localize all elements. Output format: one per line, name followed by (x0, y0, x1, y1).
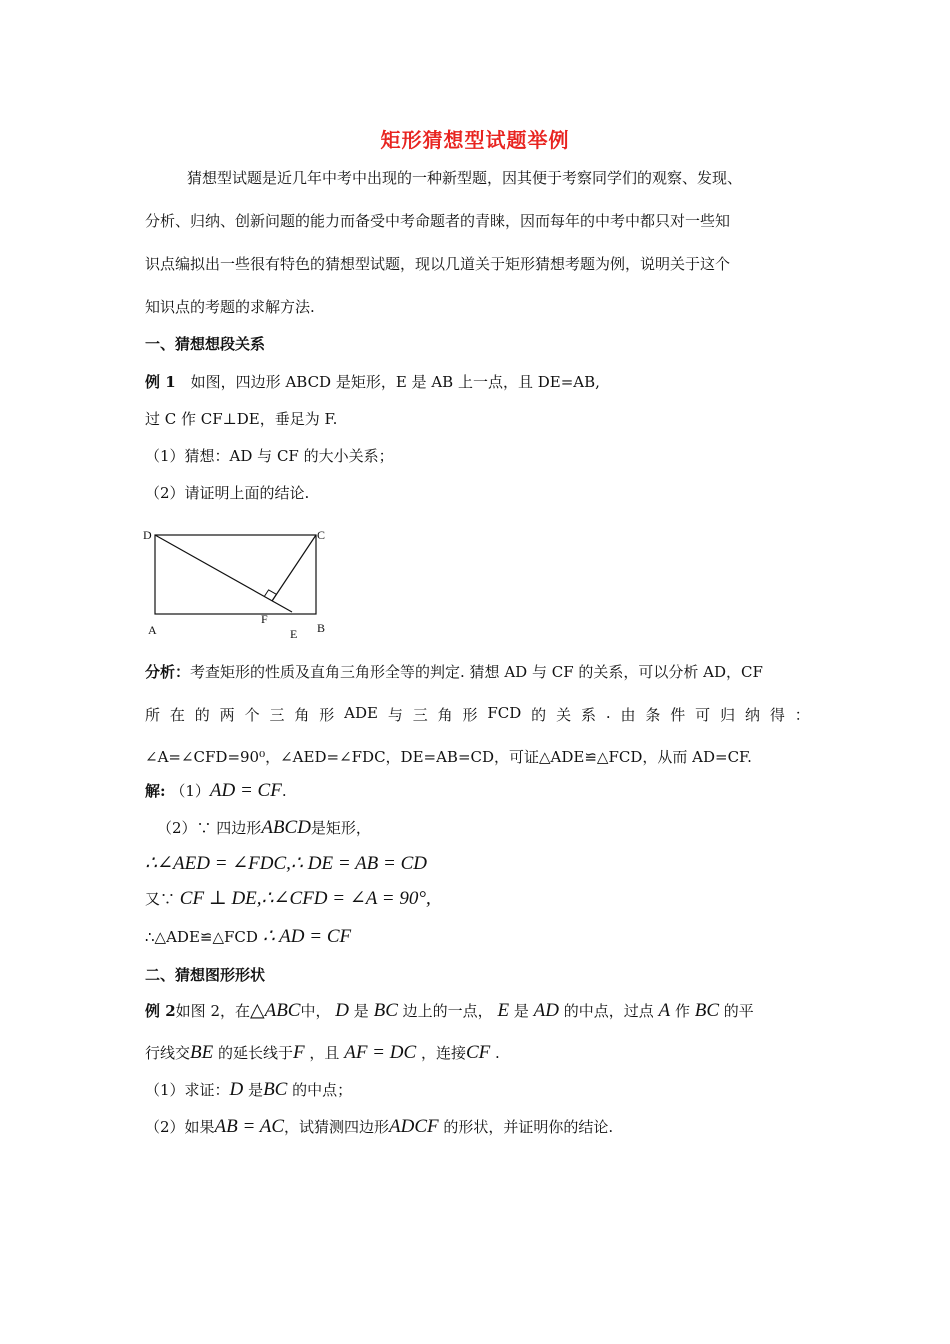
example-2-text-7: 作 (674, 1002, 690, 1020)
example-2-math-2: D (335, 1000, 350, 1021)
analysis-line-2-word: 在 (169, 706, 185, 724)
section-2-heading: 二、猜想图形形状 (145, 966, 266, 984)
intro-line-3: 识点编拟出一些很有特色的猜想型试题，现以几道关于矩形猜想考题为例，说明关于这个 (145, 255, 731, 273)
example-2-question-2 (145, 1116, 810, 1138)
analysis-text-1: 考查矩形的性质及直角三角形全等的判定. 猜想 AD 与 CF 的关系，可以分析 AD，CF (190, 663, 763, 681)
example-2-math-1: △ABC (249, 1000, 301, 1021)
example-2-l2-math-4: CF (465, 1042, 491, 1063)
example-2-math-4: E (497, 1000, 510, 1021)
analysis-label: 分析： (145, 663, 191, 681)
analysis-line-2-word: ADE (344, 704, 378, 722)
solution-5-formula: ∴ AD = CF (262, 926, 352, 947)
example-2-l2-text-2: 的延长线于 (218, 1044, 294, 1062)
example-2-q1-math-2: BC (263, 1079, 288, 1100)
intro-line-2: 分析、归纳、创新问题的能力而备受中考命题者的青睐，因而每年的中考中都只对一些知 (145, 212, 731, 230)
example-2-q1-math-1: D (229, 1079, 244, 1100)
label-b: B (317, 621, 326, 635)
example-2-text-1: 如图 2，在 (175, 1002, 250, 1020)
example-1-line-2: 过 C 作 CF⊥DE，垂足为 F. (145, 410, 338, 428)
segment-de (155, 535, 292, 612)
intro-line-4: 知识点的考题的求解方法. (145, 298, 315, 316)
analysis-line-2-word: 形 (462, 706, 478, 724)
example-2-text-6: 的中点，过点 (563, 1002, 654, 1020)
example-2-l2-math-1: BE (190, 1042, 214, 1063)
solution-4-prefix: 又∵ (145, 890, 176, 908)
solution-1-suffix: . (281, 782, 287, 800)
analysis-line-2-word: FCD (487, 704, 522, 722)
analysis-line-2-word: 系 (580, 706, 596, 724)
solution-line-4 (145, 887, 810, 910)
example-2-text-8: 的平 (723, 1002, 754, 1020)
solution-2-formula: ABCD (261, 817, 311, 838)
solution-1-formula: AD = CF (209, 780, 282, 801)
example-2-text-2: 中， (300, 1002, 331, 1020)
analysis-line-2-word: 件 (670, 706, 686, 724)
solution-3-formula: ∴∠AED = ∠FDC,∴ DE = AB = CD (145, 853, 428, 874)
analysis-line-2-word: 得 (769, 706, 785, 724)
example-2-label: 例 2 (145, 1002, 176, 1020)
example-2-q2-math-2: ADCF (389, 1116, 439, 1137)
analysis-line-2-word: ： (794, 706, 810, 724)
segment-cf (272, 535, 316, 601)
analysis-line-2-word: 角 (437, 706, 453, 724)
rectangle-abcd (155, 535, 316, 614)
example-2-l2-text-4: ，连接 (420, 1044, 466, 1062)
analysis-line-2-word: 可 (695, 706, 711, 724)
analysis-line-1 (145, 661, 810, 682)
example-1-label: 例 1 (145, 373, 176, 391)
example-1-text: 如图，四边形 ABCD 是矩形，E 是 AB 上一点，且 DE=AB, (175, 373, 600, 391)
example-2-q2-text-1: （2）如果 (145, 1118, 215, 1136)
analysis-line-2-word: 两 (219, 706, 235, 724)
example-2-line-2 (145, 1042, 810, 1064)
example-2-line-1 (145, 999, 810, 1022)
example-2-question-1 (145, 1079, 810, 1101)
example-2-text-4: 边上的一点， (402, 1002, 493, 1020)
label-e: E (290, 627, 298, 641)
label-a: A (148, 623, 157, 637)
analysis-line-2-word: 形 (319, 706, 335, 724)
example-2-math-3: BC (373, 1000, 398, 1021)
solution-line-3 (145, 852, 810, 875)
example-2-q2-text-3: 的形状，并证明你的结论. (443, 1118, 614, 1136)
example-1-line (145, 371, 810, 392)
rectangle-figure (135, 522, 345, 646)
example-2-math-5: AD (533, 1000, 559, 1021)
solution-2-suffix: 是矩形， (310, 819, 371, 837)
example-2-q2-math-1: AB = AC (214, 1116, 285, 1137)
label-f: F (261, 612, 268, 626)
analysis-line-2-word: 纳 (744, 706, 760, 724)
example-2-l2-math-3: AF = DC (344, 1042, 417, 1063)
analysis-line-3: ∠A=∠CFD=90⁰，∠AED=∠FDC，DE=AB=CD，可证△ADE≌△FCD，从而 AD=CF. (145, 748, 752, 766)
analysis-line-2-word: 个 (244, 706, 260, 724)
analysis-line-2 (145, 704, 810, 725)
example-2-text-3: 是 (353, 1002, 369, 1020)
solution-5-prefix: ∴△ADE≌△FCD (145, 928, 258, 946)
analysis-line-2-word: 由 (620, 706, 636, 724)
example-2-l2-math-2: F (293, 1042, 305, 1063)
example-2-math-7: BC (694, 1000, 720, 1021)
label-c: C (317, 528, 326, 542)
example-2-q2-text-2: ，试猜测四边形 (284, 1118, 390, 1136)
solution-line-5 (145, 925, 810, 948)
solution-line-2 (145, 817, 822, 839)
solution-2-prefix: （2）∵ 四边形 (157, 819, 262, 837)
question-2: （2）请证明上面的结论. (145, 484, 310, 502)
example-2-l2-text-3: ，且 (309, 1044, 340, 1062)
example-2-l2-text-5: . (495, 1044, 500, 1062)
analysis-line-2-word: 三 (269, 706, 285, 724)
analysis-line-2-word: 与 (387, 706, 403, 724)
analysis-line-2-word: 三 (412, 706, 428, 724)
analysis-line-2-word: 所 (145, 706, 161, 724)
analysis-line-2-word: 的 (531, 706, 547, 724)
analysis-line-2-word: 的 (194, 706, 210, 724)
analysis-line-2-word: 角 (294, 706, 310, 724)
question-1: （1）猜想：AD 与 CF 的大小关系； (145, 447, 394, 465)
example-2-q1-text-1: （1）求证： (145, 1081, 230, 1099)
example-2-q1-text-2: 是 (248, 1081, 264, 1099)
analysis-line-2-word: 条 (645, 706, 661, 724)
solution-4-formula: CF ⊥ DE,∴∠CFD = ∠A = 90°, (179, 888, 431, 909)
analysis-line-2-word: 归 (720, 706, 736, 724)
solution-1-prefix: （1） (170, 782, 210, 800)
label-d: D (143, 528, 152, 542)
example-2-q1-text-3: 的中点； (292, 1081, 353, 1099)
intro-line-1: 猜想型试题是近几年中考中出现的一种新型题，因其便于考察同学们的观察、发现、 (187, 169, 743, 187)
solution-line-1 (145, 780, 810, 802)
example-2-math-6: A (658, 1000, 671, 1021)
analysis-line-2-word: . (605, 704, 611, 722)
analysis-line-2-word: 关 (556, 706, 572, 724)
example-2-l2-text-1: 行线交 (145, 1044, 191, 1062)
solution-label: 解: (145, 782, 166, 800)
section-1-heading: 一、猜想想段关系 (145, 335, 266, 353)
example-2-text-5: 是 (513, 1002, 529, 1020)
page-title: 矩形猜想型试题举例 (380, 128, 570, 152)
